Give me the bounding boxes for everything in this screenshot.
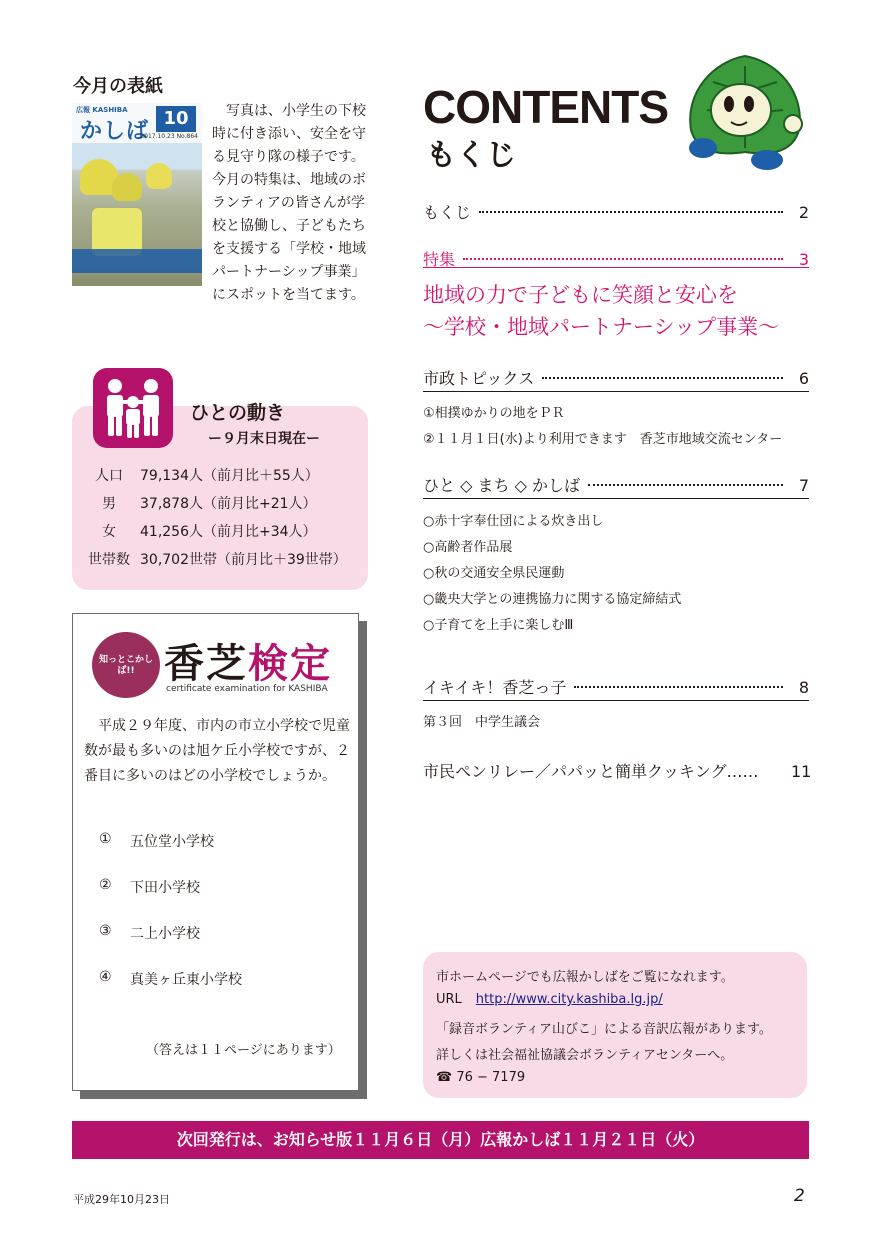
quiz-option-number: ④ (99, 969, 112, 985)
population-value: 30,702世帯（前月比＋39世帯） (140, 552, 347, 568)
next-issue-banner: 次回発行は、お知らせ版１１月６日（月）広報かしば１１月２１日（火） (72, 1121, 809, 1159)
toc-subitem: ①相撲ゆかりの地をＰＲ (423, 406, 565, 421)
quiz-subtitle: certificate examination for KASHIBA (166, 684, 328, 694)
quiz-title-part1: 香芝 (164, 640, 248, 687)
quiz-answer-note: （答えは１１ページにあります） (146, 1043, 341, 1058)
toc-page: 11 (791, 762, 812, 781)
toc-label: イキイキ！香芝っ子 (423, 678, 567, 697)
toc-entry-shisei[interactable] (423, 366, 809, 389)
info-url-row (436, 992, 663, 1007)
toc-label: 市民ペンリレー／パパッと簡単クッキング…… (423, 762, 759, 781)
population-row (78, 549, 347, 569)
population-label: 世帯数 (88, 552, 130, 568)
population-title: ひとの動き (190, 402, 286, 424)
toc-page: 3 (798, 250, 809, 269)
cover-description: 写真は、小学生の下校時に付き添い、安全を守る見守り隊の様子です。今月の特集は、地域のボランティアの皆さんが学校と協働し、子どもたちを支援する「学校・地域パートナーシップ事業」にスポットを当てます。 (212, 103, 366, 303)
cover-heading: 今月の表紙 (73, 76, 163, 97)
leaf-mascot-icon (683, 52, 808, 177)
toc-entry-hito[interactable] (423, 473, 809, 496)
cover-photo-child (112, 173, 142, 201)
divider (423, 498, 809, 499)
quiz-option-number: ② (99, 877, 112, 893)
contents-title: CONTENTS (423, 81, 668, 133)
population-value: 79,134人（前月比＋55人） (140, 468, 319, 484)
cover-image (72, 103, 202, 286)
toc-subitem: ○畿央大学との連携協力に関する協定締結式 (423, 592, 682, 607)
population-value: 41,256人（前月比+34人） (140, 524, 317, 540)
quiz-option-text: 真美ヶ丘東小学校 (130, 972, 242, 988)
people-icon (93, 368, 173, 448)
cover-issue-date: 2017.10.23 No.864 (140, 133, 198, 140)
quiz-option-text: 二上小学校 (130, 926, 200, 942)
info-line: 詳しくは社会福祉協議会ボランティアセンターへ。 (436, 1048, 734, 1063)
toc-subitem: ②１１月１日(水)より利用できます 香芝市地域交流センター (423, 432, 783, 447)
homepage-link[interactable]: http://www.city.kashiba.lg.jp/ (475, 992, 663, 1007)
quiz-option-number: ③ (99, 923, 112, 939)
quiz-title-part2: 検定 (248, 640, 332, 687)
footer-date: 平成29年10月23日 (73, 1193, 170, 1206)
toc-label: 特集 (423, 250, 456, 269)
quiz-option (99, 969, 242, 989)
divider (423, 391, 809, 392)
population-value: 37,878人（前月比+21人） (140, 496, 317, 512)
quiz-title (164, 632, 332, 689)
toc-entry-mokuji[interactable] (423, 200, 809, 223)
cover-photo-child (146, 163, 172, 189)
info-line: 「録音ボランティア山びこ」による音訳広報があります。 (436, 1022, 772, 1037)
toc-subitem: ○赤十字奉仕団による炊き出し (423, 514, 604, 529)
quiz-question: 平成２９年度、市内の市立小学校で児童数が最も多いのは旭ケ丘小学校ですが、２番目に多いのはどの小学校でしょうか。 (84, 718, 350, 784)
toc-page: 2 (798, 203, 809, 222)
feature-subheadline: 〜学校・地域パートナーシップ事業〜 (423, 315, 780, 339)
cover-band (72, 249, 202, 273)
population-subtitle: ー９月末日現在ー (208, 431, 320, 447)
toc-entry-pen[interactable] (423, 759, 812, 782)
toc-page: 8 (798, 678, 809, 697)
toc-leader (588, 484, 783, 486)
cover-issue-number: 10 (156, 106, 196, 132)
toc-entry-ikiiki[interactable] (423, 675, 809, 698)
toc-subitem: ○秋の交通安全県民運動 (423, 566, 565, 581)
population-row (78, 465, 319, 485)
quiz-option (99, 923, 200, 943)
population-row (78, 493, 317, 513)
quiz-option (99, 831, 214, 851)
quiz-option-text: 五位堂小学校 (130, 834, 214, 850)
population-label: 人口 (95, 468, 123, 484)
divider (423, 267, 809, 268)
toc-subitem: 第３回 中学生議会 (423, 715, 541, 730)
cover-masthead-small: 広報 KASHIBA (76, 106, 128, 114)
url-label: URL (436, 992, 462, 1007)
toc-leader (463, 258, 783, 260)
quiz-logo-text: 知っとこかしば!! (98, 655, 153, 676)
divider (423, 700, 809, 701)
toc-page: 7 (798, 476, 809, 495)
quiz-option-text: 下田小学校 (130, 880, 200, 896)
toc-subitem: ○子育てを上手に楽しむⅢ (423, 618, 574, 633)
population-row (78, 521, 317, 541)
toc-label: ひと ◇ まち ◇ かしば (423, 476, 580, 495)
toc-subitem: ○高齢者作品展 (423, 540, 513, 555)
page-number: 2 (794, 1186, 805, 1206)
quiz-option (99, 877, 200, 897)
toc-leader (574, 686, 783, 688)
cover-masthead-title: かしば (80, 119, 150, 144)
toc-leader (479, 211, 783, 213)
info-line: 市ホームページでも広報かしばをご覧になれます。 (436, 970, 734, 985)
quiz-option-number: ① (99, 831, 112, 847)
toc-label: 市政トピックス (423, 369, 535, 388)
contents-subtitle: もくじ (426, 138, 516, 173)
toc-leader (542, 377, 783, 379)
toc-page: 6 (798, 369, 809, 388)
population-label: 女 (102, 524, 116, 540)
feature-headline: 地域の力で子どもに笑顔と安心を (423, 283, 738, 307)
toc-label: もくじ (423, 203, 472, 222)
phone-number: ☎ 76 − 7179 (436, 1070, 526, 1085)
population-label: 男 (102, 496, 116, 512)
